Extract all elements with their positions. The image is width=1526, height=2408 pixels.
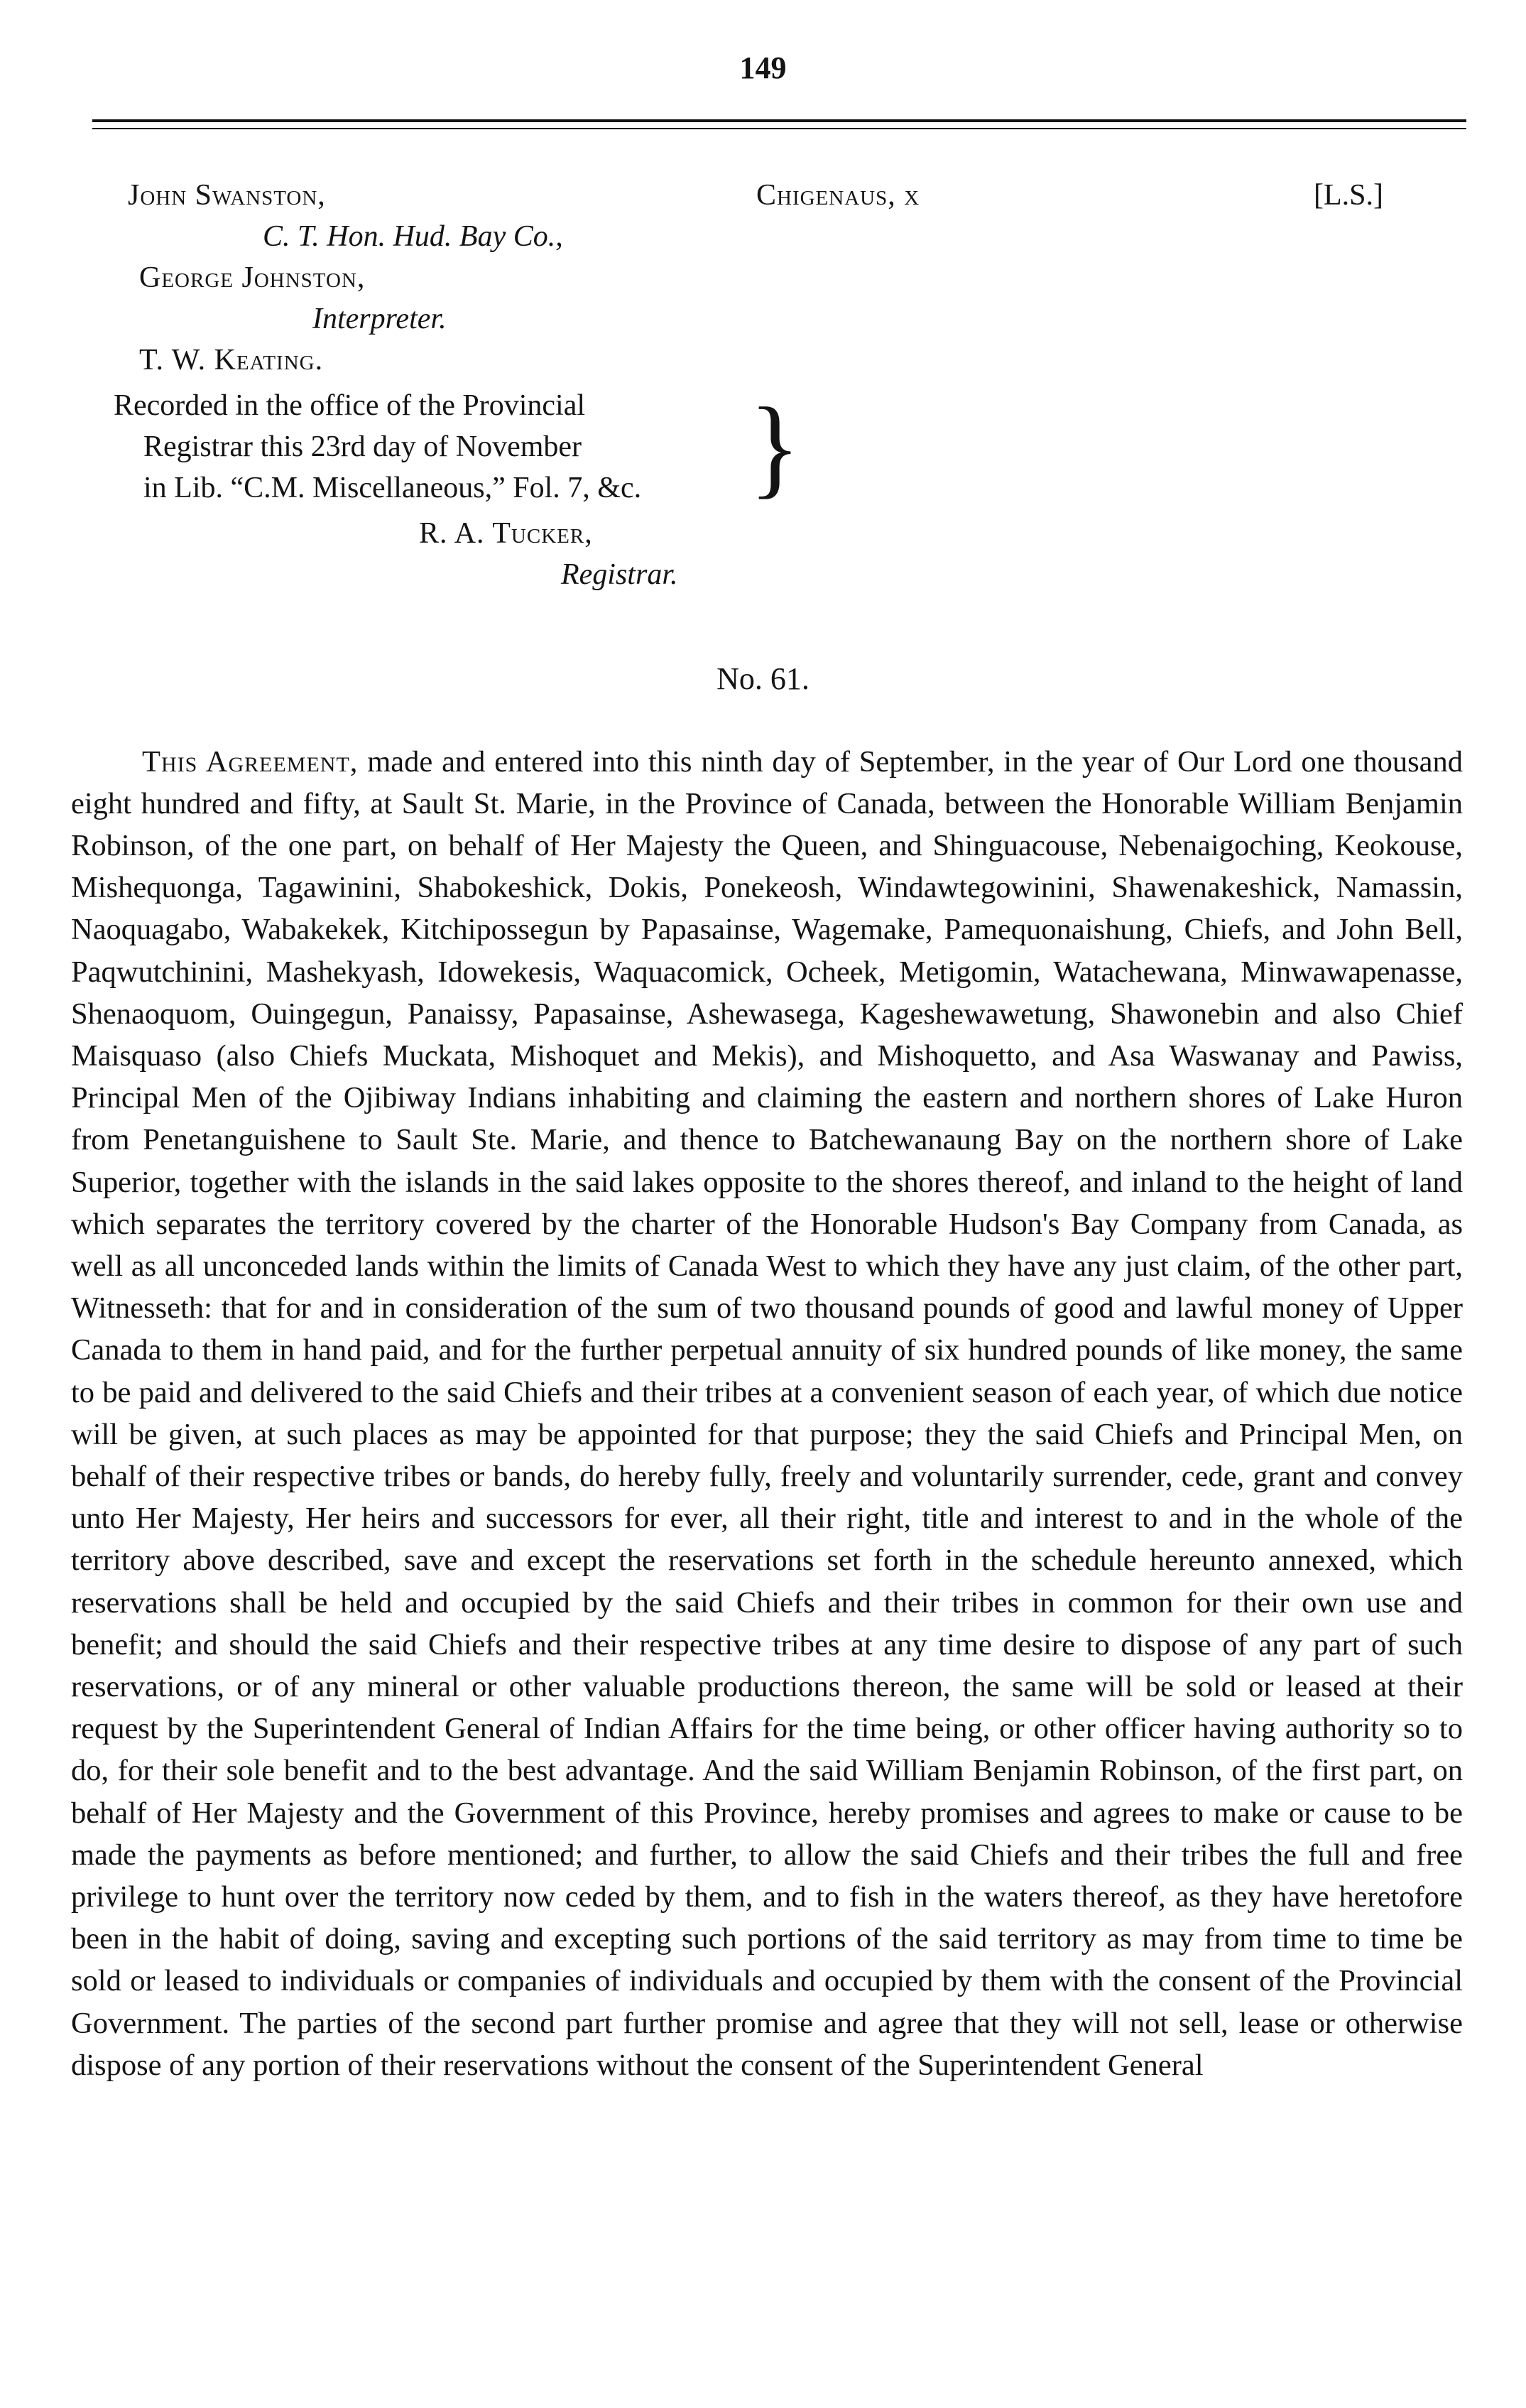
witness-name: T. W. Keating. — [139, 344, 324, 376]
registrar-name: R. A. Tucker, — [419, 517, 593, 550]
recording-note — [114, 385, 795, 509]
agreement-opening: This Agreement, — [142, 744, 359, 779]
agreement-text: made and entered into this ninth day of September, in the year of Our Lord one thousand eight hundred and fifty, at Sault St. Marie, in the Province of Canada, between the Honorable William Benjamin Robinson, of the one part, on behalf of Her Majesty the Queen, and Shinguacouse, Nebenaigoching, Keokouse, Mishequonga, Tagawinini, Shabokeshick, Dokis, Ponekeosh, Windawtegowinini, Shawenakeshick, Namassin, Naoquagabo, Wabakekek, Kitchipossegun by Papasainse, Wagemake, Pamequonaishung, Chiefs, and John Bell, Paqwutchinini, Mashekyash, Idowekesis, Waquacomick, Ocheek, Metigomin, Watachewana, Minwawapenasse, Shenaoquom, Ouingegun, Panaissy, Papasainse, Ashewasega, Kageshewawetung, Shawonebin and also Chief Maisquaso (also Chiefs Muckata, Mishoquet and Mekis), and Mishoquetto, and Asa Waswanay and Pawiss, Principal Men of the Ojibiway Indians inhabiting and claiming the eastern and northern shores of Lake Huron from Penetanguishene to Sault Ste. Marie, and thence to Batchewanaung Bay on the northern shore of Lake Superior, together with the islands in the said lakes opposite to the shores thereof, and inland to the height of land which separates the territory covered by the charter of the Honorable Hudson's Bay Company from Canada, as well as all unconceded lands within the limits of Canada West to which they have any just claim, of the other part, Witnesseth: that for and in consideration of the sum of two thousand pounds of good and lawful money of Upper Canada to them in hand paid, and for the further perpetual annuity of six hundred pounds of like money, the same to be paid and delivered to the said Chiefs and their tribes at a convenient season of each year, of which due notice will be given, at such places as may be appointed for that purpose; they the said Chiefs and Principal Men, on behalf of their respective tribes or bands, do hereby fully, freely and voluntarily surrender, cede, grant and convey unto Her Majesty, Her heirs and successors for ever, all their right, title and interest to and in the whole of the territory above described, save and except the reservations set forth in the schedule hereunto annexed, which reservations shall be held and occupied by the said Chiefs and their tribes in common for their own use and benefit; and should the said Chiefs and their respective tribes at any time desire to dispose of any part of such reservations, or of any mineral or other valuable productions thereon, the same will be sold or leased at their request by the Superintendent General of Indian Affairs for the time being, or other officer having authority so to do, for their sole benefit and to the best advantage. And the said William Benjamin Robinson, of the first part, on behalf of Her Majesty and the Government of this Province, hereby promises and agrees to make or cause to be made the payments as before mentioned; and further, to allow the said Chiefs and their tribes the full and free privilege to hunt over the territory now ceded by them, and to fish in the waters thereof, as they have heretofore been in the habit of doing, saving and excepting such portions of the said territory as may from time to time be sold or leased to individuals or companies of individuals and occupied by them with the consent of the Provincial Government. The parties of the second part further promise and agree that they will not sell, lease or otherwise dispose of any portion of their reservations without the consent of the Superintendent General — [71, 744, 1463, 2082]
recording-line: Registrar this 23rd day of November — [143, 430, 582, 463]
registrar-title: Registrar. — [561, 558, 678, 591]
witness-name: John Swanston, — [128, 179, 326, 212]
recording-line: in Lib. “C.M. Miscellaneous,” Fol. 7, &c. — [143, 472, 642, 504]
agreement-paragraph — [71, 741, 1463, 2087]
witness-name: George Johnston, — [139, 261, 366, 294]
recording-line: Recorded in the office of the Provincial — [114, 389, 586, 422]
seal-mark: [L.S.] — [1314, 179, 1383, 212]
page-number: 149 — [739, 50, 787, 85]
chief-signature-mark: Chigenaus, x — [756, 179, 920, 212]
witness-affiliation: C. T. Hon. Hud. Bay Co., — [263, 220, 563, 253]
document-heading: No. 61. — [716, 661, 810, 696]
header-rule-thin — [92, 128, 1466, 129]
witness-affiliation: Interpreter. — [312, 303, 447, 335]
header-rule-thick — [92, 119, 1466, 122]
right-brace-icon: } — [749, 384, 800, 509]
